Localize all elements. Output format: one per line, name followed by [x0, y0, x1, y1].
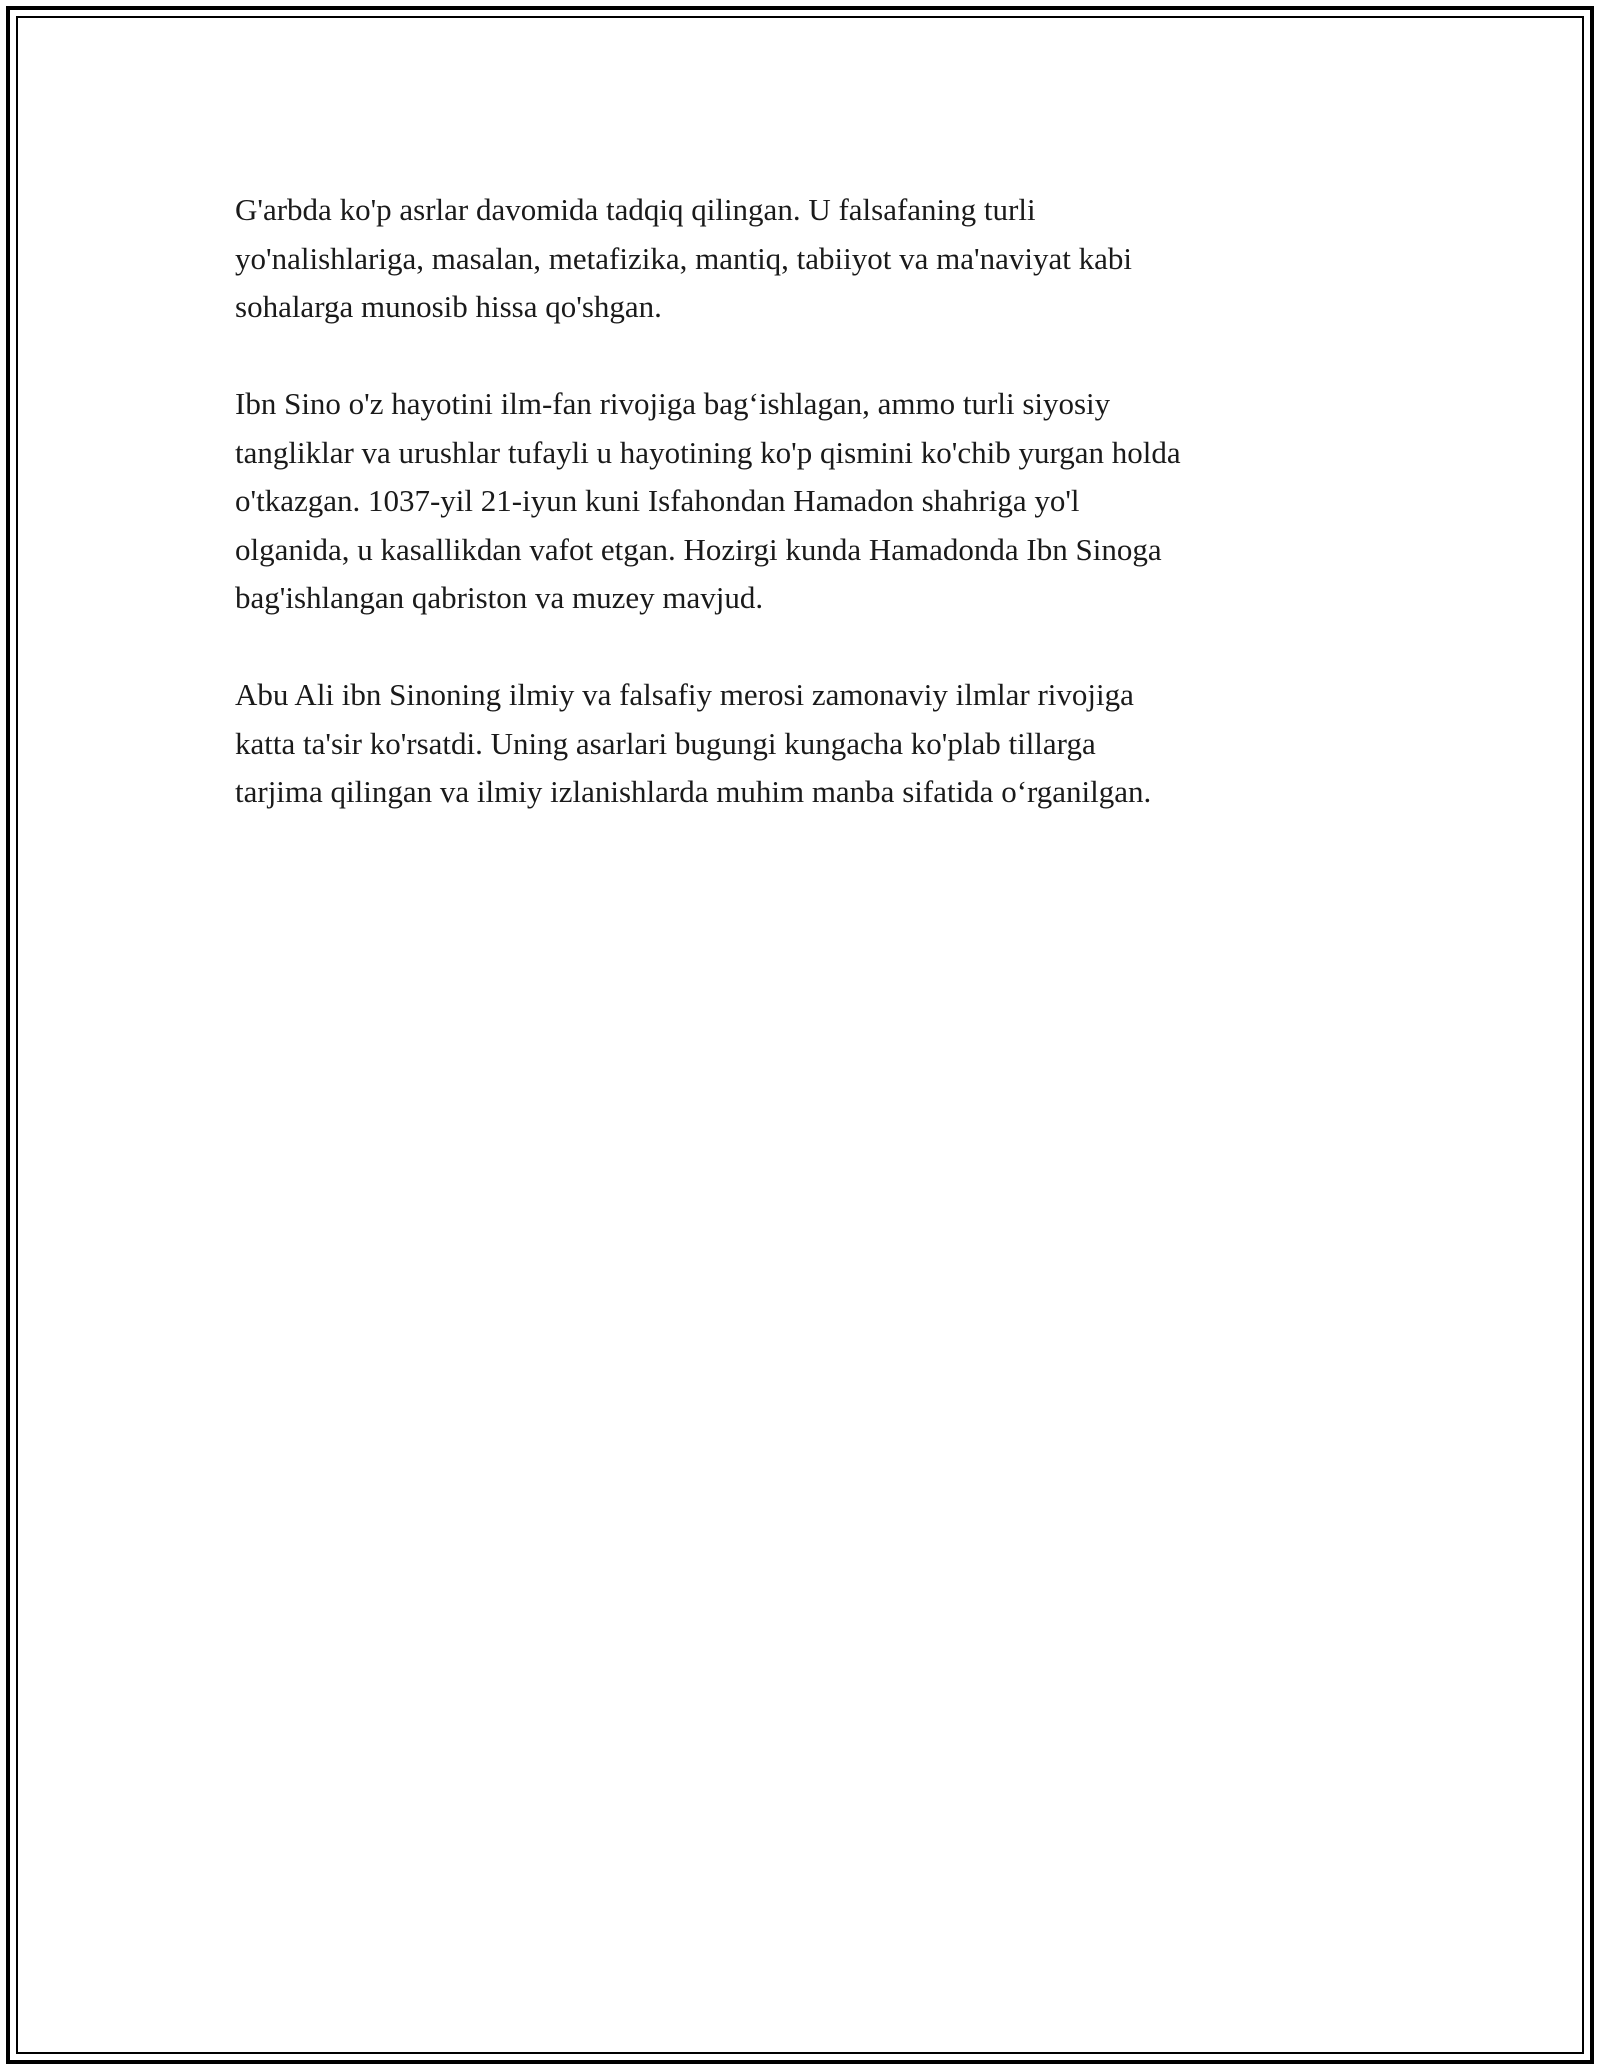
paragraph-3: Abu Ali ibn Sinoning ilmiy va falsafiy merosi zamonaviy ilmlar rivojiga katta ta'sir ko'rsatdi. Uning asarlari bugungi kungacha ko'plab tillarga tarjima qilingan va ilmiy izlanishlarda muhim manba sifatida o‘rganilgan.: [235, 677, 1152, 809]
paragraph-2: Ibn Sino o'z hayotini ilm-fan rivojiga bag‘ishlagan, ammo turli siyosiy tangliklar va urushlar tufayli u hayotining ko'p qismini ko'chib yurgan holda o'tkazgan. 1037-yil 21-iyun kuni Isfahondan Hamadon shahriga yo'l olganida, u kasallikdan vafot etgan. Hozirgi kunda Hamadonda Ibn Sinoga bag'ishlangan qabriston va muzey mavjud.: [235, 386, 1181, 615]
document-body: [235, 186, 1365, 865]
paragraph-1: G'arbda ko'p asrlar davomida tadqiq qilingan. U falsafaning turli yo'nalishlariga, masalan, metafizika, mantiq, tabiiyot va ma'naviyat kabi sohalarga munosib hissa qo'shgan.: [235, 192, 1132, 324]
